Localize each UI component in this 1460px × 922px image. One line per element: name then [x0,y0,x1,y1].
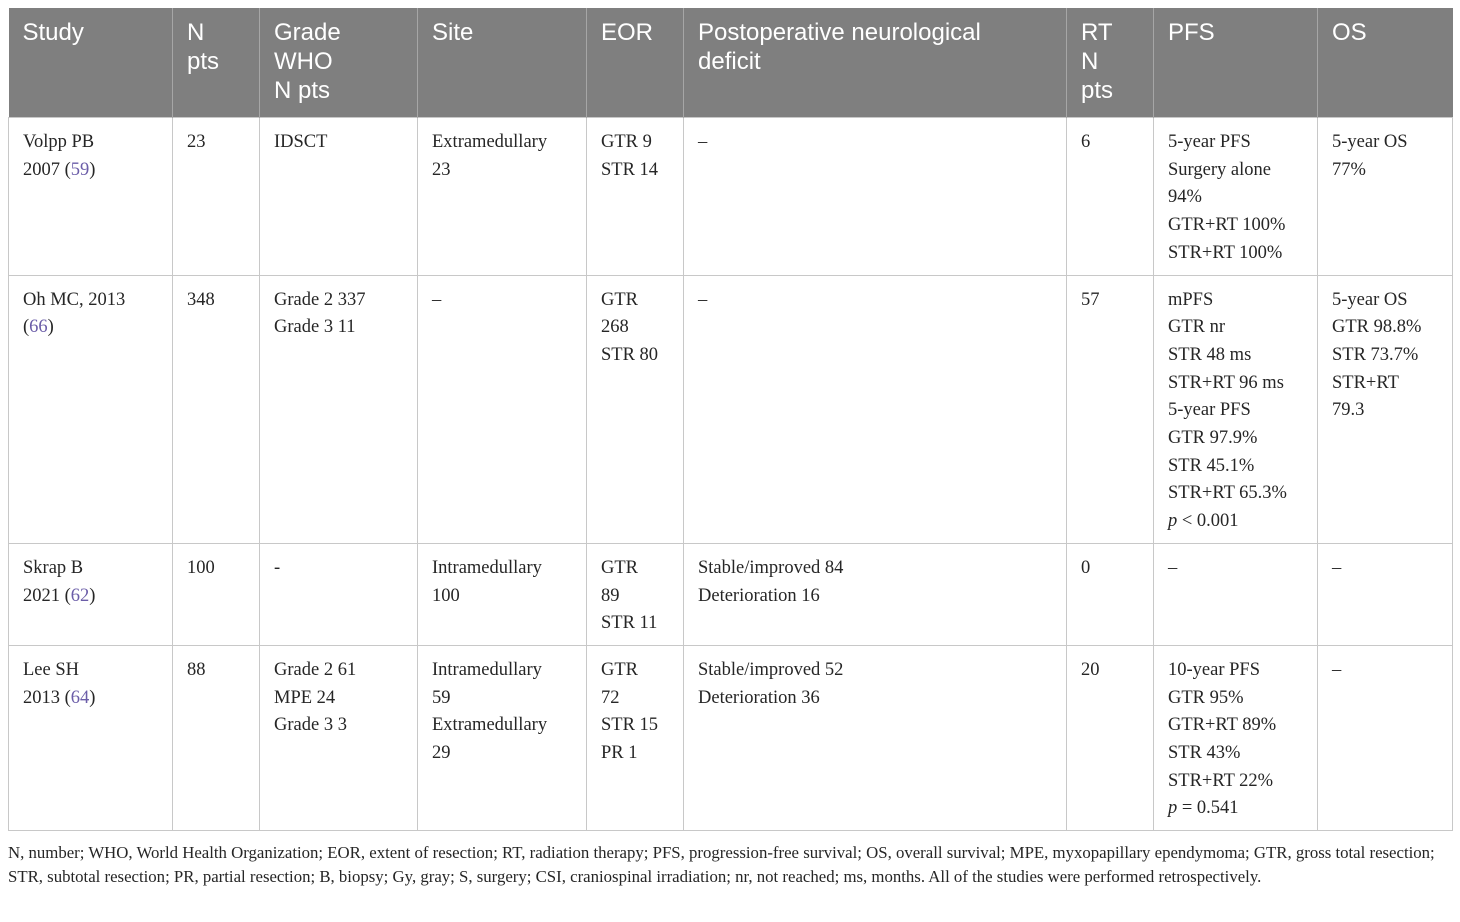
p-value [1168,508,1303,536]
study-year-ref [23,314,158,342]
study-author: Skrap B [23,557,84,578]
cell-text: 20 [1081,659,1100,680]
rt-cell [1067,543,1154,645]
grade-cell [260,543,418,645]
cell-text: 89 [601,585,620,606]
cell-text: 94% [1168,187,1202,208]
reference-link[interactable]: 62 [70,585,90,606]
cell-text: STR+RT 96 ms [1168,372,1284,393]
column-header-n-pts [173,8,260,118]
cell-text: 5-year PFS [1168,132,1251,152]
header-text: pts [1081,77,1114,104]
cell-text: Surgery alone [1168,159,1271,180]
site-cell [418,645,587,830]
cell-text: MPE 24 [274,687,336,708]
cell-text: – [1168,557,1178,578]
cell-text: STR 48 ms [1168,344,1252,365]
pfs-cell [1154,645,1318,830]
cell-text: Stable/improved 52 [698,659,844,680]
pfs-cell [1154,118,1318,276]
table-wrapper [8,8,1452,831]
cell-text: STR 15 [601,715,659,736]
cell-text: STR 11 [601,613,658,634]
ref-close-paren: ) [89,687,96,708]
rt-cell [1067,645,1154,830]
cell-text: 88 [187,659,206,680]
eor-cell [587,275,684,543]
study-cell [9,645,173,830]
n-pts-cell [173,275,260,543]
cell-text: Grade 2 61 [274,659,357,680]
n-pts-cell [173,118,260,276]
header-text: RT [1081,19,1113,46]
header-text: N [187,19,205,46]
deficit-cell [684,275,1067,543]
cell-text: GTR [601,659,638,680]
cell-text: GTR [601,289,638,310]
study-year-ref [23,583,158,611]
grade-cell [260,275,418,543]
table-row [9,645,1453,830]
cell-text: 100 [432,585,460,606]
study-year: 2021 ( [23,585,71,606]
cell-text: 77% [1332,159,1366,180]
ref-close-paren: ) [89,159,96,180]
study-year: ( [23,317,30,338]
cell-text: 57 [1081,289,1100,310]
table-footnote: N, number; WHO, World Health Organization; EOR, extent of resection; RT, radiation therapy; PFS, progression-free survival; OS, overall survival; MPE, myxopapillary ependymoma; GTR, gross total resection; STR, subtotal resection; PR, partial resection; B, biopsy; Gy, gray; S, surgery; CSI, craniospinal irradiation; nr, not reached; ms, months. All of the studies were performed retrospectively. [8,843,1435,887]
study-author: Lee SH [23,659,79,680]
os-cell [1318,275,1453,543]
study-author: Oh MC, 2013 [23,289,126,310]
cell-text: Grade 2 337 [274,289,366,310]
study-year: 2013 ( [23,687,71,708]
cell-text: 268 [601,317,629,338]
rt-cell [1067,275,1154,543]
cell-text: 6 [1081,132,1091,152]
p-symbol: p [1168,798,1178,819]
cell-text: Stable/improved 84 [698,557,844,578]
cell-text: GTR 97.9% [1168,428,1258,449]
study-cell [9,543,173,645]
eor-cell [587,543,684,645]
cell-text: PR 1 [601,743,638,764]
studies-table [8,8,1453,831]
p-symbol: p [1168,511,1178,532]
pfs-cell [1154,275,1318,543]
header-text: pts [187,48,220,75]
cell-text: IDSCT [274,132,328,152]
cell-text: GTR 9 [601,132,652,152]
cell-text: Grade 3 11 [274,317,356,338]
cell-text: GTR nr [1168,317,1226,338]
cell-text: – [1332,659,1342,680]
cell-text: 10-year PFS [1168,659,1260,680]
study-author: Volpp PB [23,132,95,152]
table-header [9,8,1453,118]
cell-text: 100 [187,557,215,578]
column-header-postop-deficit [684,8,1067,118]
cell-text: 29 [432,743,451,764]
header-text: N pts [274,77,331,104]
study-year: 2007 ( [23,159,71,180]
cell-text: – [1332,557,1342,578]
p-value-text: = 0.541 [1177,798,1239,819]
reference-link[interactable]: 59 [70,159,90,180]
header-text: PFS [1168,19,1215,46]
cell-text: STR+RT [1332,372,1399,393]
header-text: WHO [274,48,333,75]
cell-text: GTR+RT 89% [1168,715,1277,736]
ref-close-paren: ) [89,585,96,606]
cell-text: STR+RT 22% [1168,770,1274,791]
cell-text: STR 45.1% [1168,455,1255,476]
reference-link[interactable]: 64 [70,687,90,708]
column-header-grade-who [260,8,418,118]
rt-cell [1067,118,1154,276]
cell-text: 5-year PFS [1168,400,1251,421]
cell-text: – [698,132,708,152]
cell-text: Intramedullary [432,659,542,680]
cell-text: 59 [432,687,451,708]
cell-text: 5-year OS [1332,289,1408,310]
cell-text: Intramedullary [432,557,542,578]
header-text: Site [432,19,474,46]
site-cell [418,118,587,276]
pfs-cell [1154,543,1318,645]
cell-text: GTR [601,557,638,578]
header-text: Study [22,19,84,46]
cell-text: Deterioration 36 [698,687,820,708]
p-value-text: < 0.001 [1177,511,1239,532]
deficit-cell [684,645,1067,830]
table-row [9,118,1453,276]
cell-text: 79.3 [1332,400,1365,421]
header-text: Grade [274,19,341,46]
table-row [9,275,1453,543]
cell-text: 72 [601,687,620,708]
study-cell [9,118,173,276]
column-header-study [9,8,173,118]
cell-text: – [432,289,442,310]
cell-text: STR 80 [601,344,659,365]
cell-text: GTR+RT 100% [1168,215,1286,236]
cell-text: 23 [432,159,451,180]
cell-text: STR 43% [1168,743,1241,764]
cell-text: STR 14 [601,159,659,180]
table-body [9,118,1453,831]
cell-text: 23 [187,132,206,152]
cell-text: STR+RT 100% [1168,242,1283,263]
cell-text: STR+RT 65.3% [1168,483,1287,504]
study-cell [9,275,173,543]
table-row [9,543,1453,645]
grade-cell [260,645,418,830]
ref-close-paren: ) [47,317,54,338]
column-header-rt-n-pts [1067,8,1154,118]
header-text: EOR [601,19,654,46]
eor-cell [587,118,684,276]
deficit-cell [684,543,1067,645]
reference-link[interactable]: 66 [29,317,48,338]
n-pts-cell [173,645,260,830]
cell-text: mPFS [1168,289,1214,310]
cell-text: – [698,289,708,310]
site-cell [418,275,587,543]
header-text: Postoperative neurological [698,19,981,46]
cell-text: 348 [187,289,215,310]
eor-cell [587,645,684,830]
n-pts-cell [173,543,260,645]
cell-text: 0 [1081,557,1091,578]
cell-text: GTR 95% [1168,687,1244,708]
cell-text: 5-year OS [1332,132,1408,152]
cell-text: Extramedullary [432,132,548,152]
column-header-site [418,8,587,118]
cell-text: Extramedullary [432,715,548,736]
study-year-ref [23,685,158,713]
p-value [1168,795,1303,823]
study-year-ref [23,157,158,185]
column-header-os [1318,8,1453,118]
header-text: deficit [698,48,761,75]
os-cell [1318,118,1453,276]
deficit-cell [684,118,1067,276]
os-cell [1318,645,1453,830]
os-cell [1318,543,1453,645]
header-row [9,8,1453,118]
cell-text: GTR 98.8% [1332,317,1422,338]
header-text: OS [1332,19,1367,46]
grade-cell [260,118,418,276]
site-cell [418,543,587,645]
header-text: N [1081,48,1099,75]
cell-text: STR 73.7% [1332,344,1419,365]
column-header-eor [587,8,684,118]
cell-text: - [274,557,281,578]
cell-text: Grade 3 3 [274,715,347,736]
column-header-pfs [1154,8,1318,118]
cell-text: Deterioration 16 [698,585,820,606]
